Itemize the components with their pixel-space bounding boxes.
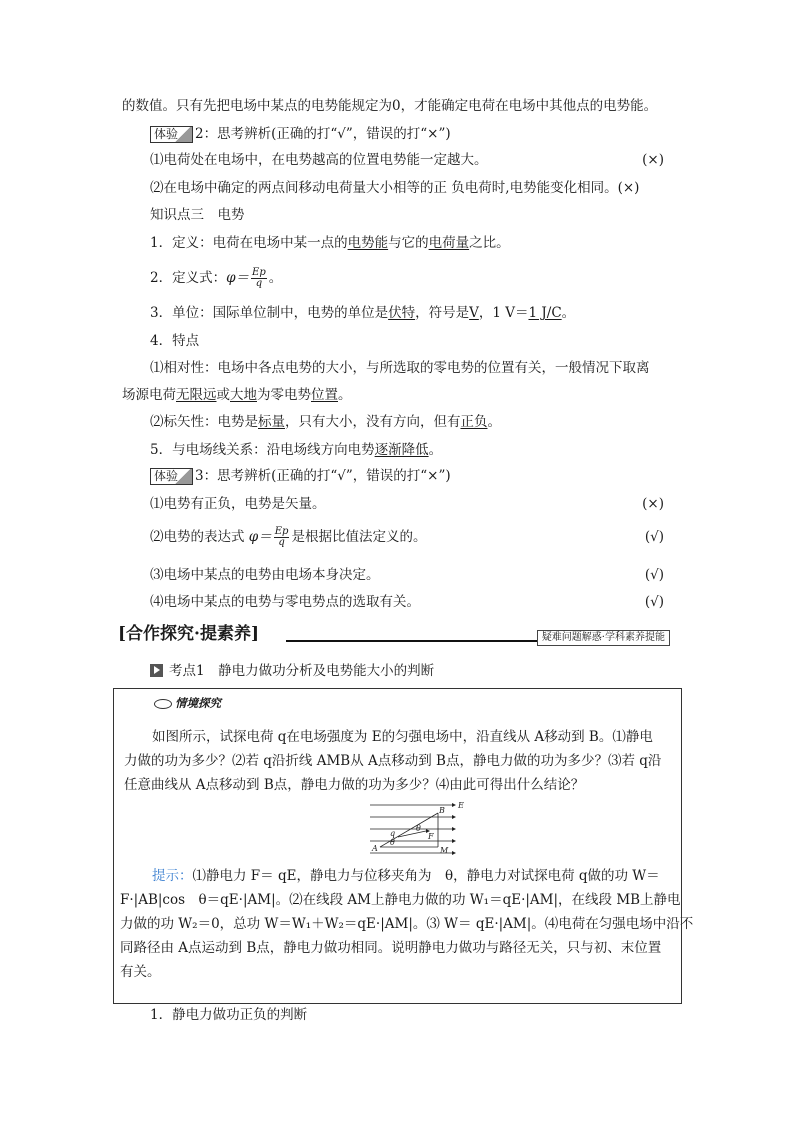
exp2-item-1-text: ⑴电荷处在电场中，在电势越高的位置电势能一定越大。 [150, 152, 488, 168]
exp3-item-3 [150, 565, 664, 585]
question-line-3: 任意曲线从 A点移动到 B点，静电力做的功为多少？⑷由此可得出什么结论？ [124, 777, 585, 793]
scalar-line [150, 412, 501, 432]
scalar-text: ，只有大小，没有方向，但有 [285, 414, 461, 430]
unit-answer-2: V [469, 305, 479, 321]
unit-text: 。 [561, 305, 576, 321]
exp3-item-3-text: ⑶电场中某点的电势由电场本身决定。 [150, 567, 380, 583]
label-theta-1: θ [416, 824, 421, 833]
def-text: 与它的 [388, 235, 429, 251]
rel5-text: 5．与电场线关系：沿电场线方向电势 [150, 442, 375, 458]
scenario-label-text: 情境探究 [175, 696, 221, 710]
unit-text: ，符号是 [415, 305, 470, 321]
rel-answer-3: 位置 [311, 387, 338, 403]
hint-line-3: 力做的功 W₂＝0，总功 W＝W₁＋W₂＝qE·|AM|。⑶ W＝ qE·|AM|。⑷电荷在匀强电场中沿不 [120, 916, 694, 932]
feature-title: 4．特点 [150, 333, 200, 349]
formula-fraction [251, 268, 267, 289]
scenario-box [113, 688, 694, 1004]
exp2-item-2-text: ⑵在电场中确定的两点间移动电荷量大小相等的正 负电荷时,电势能变化相同。 [150, 180, 618, 196]
relativity-line-2 [122, 385, 352, 405]
intro-paragraph: 的数值。只有先把电场中某点的电势能规定为0，才能确定电荷在电场中其他点的电势能。 [122, 98, 658, 114]
experience-3-heading [150, 466, 451, 486]
scalar-answer-1: 标量 [258, 414, 285, 430]
rel-answer-2: 大地 [230, 387, 257, 403]
rel-text: 或 [216, 387, 230, 403]
exp3-item-2-text: 是根据比值法定义的。 [291, 529, 427, 545]
hint-text: ⑴静电力 F＝ qE，静电力与位移夹角为 θ，静电力对试探电荷 q做的功 W＝ [192, 868, 660, 884]
exp3-item-1-mark: (×) [642, 496, 664, 512]
exp3-item-3-mark: (√) [644, 567, 664, 583]
exp3-item-1 [150, 494, 664, 514]
label-theta-2: θ [390, 838, 395, 847]
exp3-item-2-mark: (√) [644, 529, 664, 545]
exp2-item-2-mark: (×) [617, 180, 640, 196]
section-header [118, 622, 670, 648]
exp3-item-2 [150, 522, 664, 552]
exp3-item-2-text: ⑵电势的表达式 [150, 529, 249, 545]
hint-line-1 [152, 866, 660, 886]
formula-phi: φ＝ [248, 529, 272, 545]
exp2-item-2 [150, 178, 639, 198]
exp2-item-1 [150, 150, 664, 170]
scalar-answer-2: 正负 [460, 414, 488, 430]
relativity-line-1: ⑴相对性：电场中各点电势的大小，与所选取的零电势的位置有关，一般情况下取离 [150, 360, 650, 376]
label-a: A [372, 844, 378, 853]
exp3-item-4 [150, 592, 664, 612]
scenario-label [154, 695, 221, 711]
experience-3-title: 3：思考辨析(正确的打“√”，错误的打“×”) [195, 468, 451, 484]
field-line-relation [150, 440, 442, 460]
electric-field-figure [370, 801, 470, 857]
topic-1-title: 考点1 静电力做功分析及电势能大小的判断 [169, 663, 435, 679]
formula-line [150, 265, 282, 291]
label-b: B [439, 806, 445, 815]
definition-line [150, 233, 510, 253]
section-title: [合作探究·提素养] [118, 624, 260, 644]
rel-text: 场源电荷 [122, 387, 176, 403]
unit-line [150, 303, 575, 323]
formula-label: 2．定义式： [150, 270, 227, 286]
play-icon [150, 664, 163, 677]
rel5-text: 。 [428, 442, 443, 458]
scalar-text: ⑵标矢性：电势是 [150, 414, 258, 430]
def-answer-2: 电荷量 [428, 235, 470, 251]
experience-tag: 体验 [150, 468, 193, 485]
scenario-icon [154, 699, 172, 709]
rel-text: 。 [338, 387, 352, 403]
label-q: q [390, 829, 396, 838]
section-badge: 疑难问题解惑·学科素养提能 [537, 630, 670, 646]
hint-line-4: 同路径由 A点运动到 B点，静电力做功相同。说明静电力做功与路径无关，只与初、末位置 [120, 940, 662, 956]
exp3-item-4-text: ⑷电场中某点的电势与零电势点的选取有关。 [150, 594, 420, 610]
exp3-item-4-mark: (√) [644, 594, 664, 610]
label-m: M [440, 846, 449, 855]
question-line-2: 力做的功为多少？⑵若 q沿折线 AMB从 A点移动到 B点，静电力做的功为多少？⑶若 q沿 [124, 753, 662, 769]
subsection-title: 1．静电力做功正负的判断 [150, 1007, 308, 1023]
rel-text: 为零电势 [257, 387, 311, 403]
fraction-denominator: q [278, 537, 285, 548]
hint-line-2: F·|AB|cos θ＝qE·|AM|。⑵在线段 AM上静电力做的功 W₁＝qE·|AM|，在线段 MB上静电 [120, 892, 681, 908]
fraction-numerator: Ep [274, 526, 289, 537]
label-e: E [458, 801, 464, 810]
scalar-text: 。 [487, 414, 501, 430]
formula-phi: φ＝ [226, 270, 250, 286]
experience-2-title: 2：思考辨析(正确的打“√”，错误的打“×”) [195, 126, 451, 142]
formula-end: 。 [268, 270, 283, 286]
exp3-item-1-text: ⑴电势有正负，电势是矢量。 [150, 496, 326, 512]
experience-2-heading [150, 124, 451, 144]
unit-text: ，1 V＝ [478, 305, 529, 321]
def-text: 之比。 [469, 235, 510, 251]
experience-tag: 体验 [150, 126, 193, 143]
rel5-answer: 逐渐降低 [374, 442, 429, 458]
unit-text: 3．单位：国际单位制中，电势的单位是 [150, 305, 389, 321]
fraction-numerator: Ep [252, 267, 266, 278]
unit-answer-3: 1 J/C [528, 305, 562, 321]
def-text: 1．定义：电荷在电场中某一点的 [150, 235, 348, 251]
rel-answer-1: 无限远 [176, 387, 217, 403]
hint-label: 提示： [152, 868, 193, 884]
question-line-1: 如图所示，试探电荷 q在电场强度为 E的匀强电场中，沿直线从 A移动到 B。⑴静电 [152, 729, 653, 745]
def-answer-1: 电势能 [347, 235, 389, 251]
knowledge-point-3-title: 知识点三 电势 [150, 207, 245, 223]
label-f: F [428, 832, 434, 841]
hint-line-5: 有关。 [120, 964, 161, 980]
formula-fraction [274, 527, 290, 548]
unit-answer-1: 伏特 [388, 305, 416, 321]
fraction-denominator: q [255, 278, 263, 289]
topic-1-heading [150, 661, 434, 681]
exp2-item-1-mark: (×) [642, 152, 664, 168]
